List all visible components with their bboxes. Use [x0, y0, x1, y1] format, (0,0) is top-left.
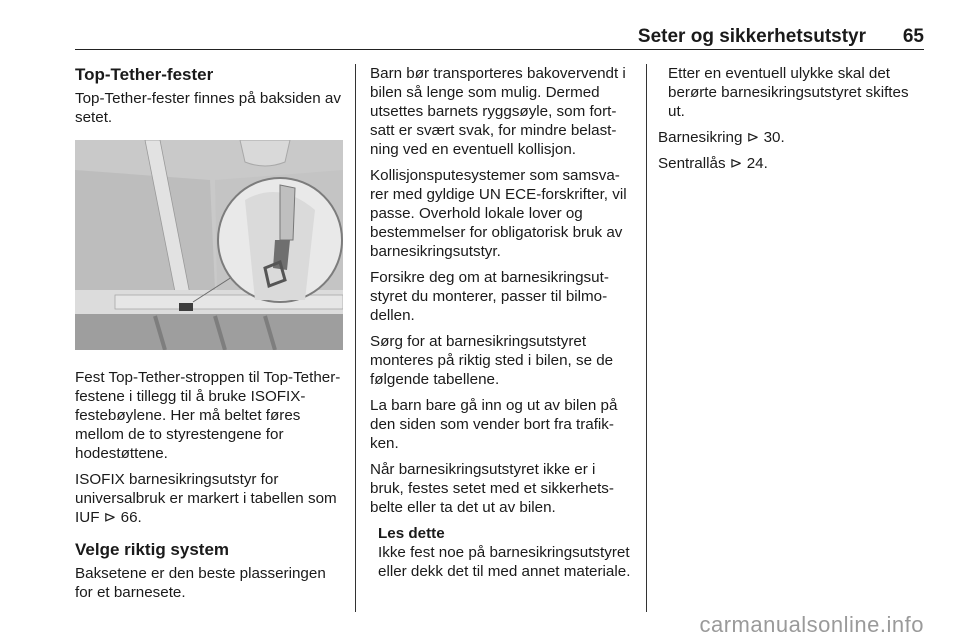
- paragraph: Fest Top-Tether-stroppen til Top-Tether-festene i tillegg til å bruke ISOFIX-festebøylene. Her må beltet føres mellom de to styrestengene for hodestøttene.: [75, 369, 341, 462]
- column-divider: [355, 64, 356, 612]
- paragraph: ISOFIX barnesikringsutstyr for universalbruk er markert i tabellen som IUF ⊳ 66.: [75, 471, 337, 526]
- paragraph: Baksetene er den beste plasseringen for et barnesete.: [75, 565, 326, 601]
- paragraph: Når barnesikringsutstyret ikke er i bruk, festes setet med et sikkerhetsbelte eller ta det ut av bilen.: [370, 461, 614, 516]
- paragraph: Forsikre deg om at barnesikringsutstyret du monterer, passer til bilmodellen.: [370, 269, 609, 324]
- header-rule: [75, 49, 924, 50]
- paragraph: Barn bør transporteres bakovervendt i bilen så lenge som mulig. Dermed utsettes barnets ryggsøyle, som fortsatt er svært svak, for mindre belastning ved en eventuell kollisjon.: [370, 65, 626, 158]
- column-1: [75, 64, 343, 609]
- seat-tether-illustration: [75, 140, 343, 350]
- paragraph: Top-Tether-fester finnes på baksiden av setet.: [75, 90, 341, 126]
- column-divider: [646, 64, 647, 612]
- page-header: [75, 24, 924, 50]
- heading-velge-system: Velge riktig system: [75, 540, 230, 559]
- column-2: [370, 64, 632, 581]
- note-box: [378, 524, 632, 581]
- paragraph: Barnesikring ⊳ 30.: [658, 129, 785, 146]
- watermark: carmanualsonline.info: [699, 612, 924, 637]
- paragraph: Etter en eventuell ulykke skal det berørte barnesikringsutstyret skiftes ut.: [668, 65, 909, 120]
- paragraph: La barn bare gå inn og ut av bilen på den siden som vender bort fra trafikken.: [370, 397, 618, 452]
- section-title: Seter og sikkerhetsutstyr: [637, 26, 866, 47]
- page-number: 65: [902, 26, 924, 47]
- note-text: Ikke fest noe på barnesikringsutstyret eller dekk det til med annet materiale.: [378, 544, 631, 580]
- heading-top-tether: Top-Tether-fester: [75, 65, 214, 84]
- paragraph: Sentrallås ⊳ 24.: [658, 155, 768, 172]
- column-3: [658, 64, 928, 180]
- note-title: Les dette: [378, 525, 445, 542]
- paragraph: Kollisjonsputesystemer som samsvarer med gyldige UN ECE-forskrifter, vil passe. Overhold lokale lover og bestemmelser for obligatorisk bruk av barnesikringsutstyr.: [370, 167, 627, 260]
- paragraph: Sørg for at barnesikringsutstyret monteres på riktig sted i bilen, se de følgende tabellene.: [370, 333, 614, 388]
